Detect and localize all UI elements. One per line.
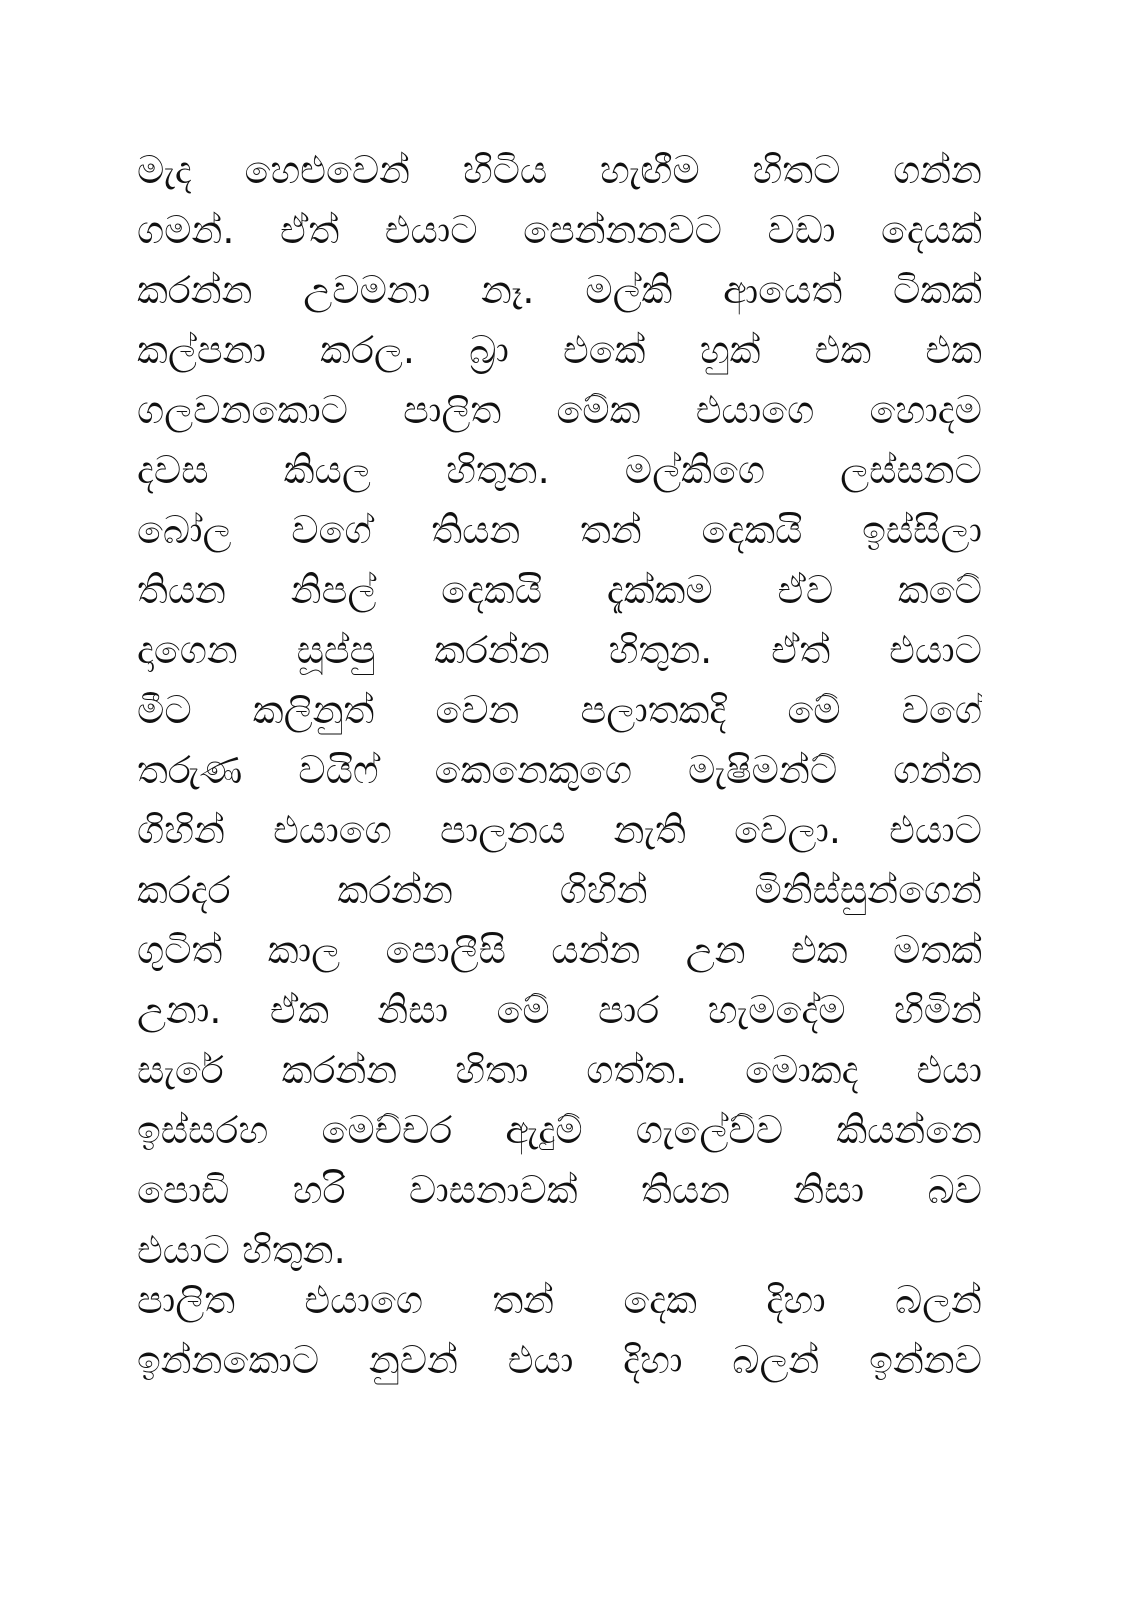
text-line: එයාට හිතුන. (137, 1228, 346, 1272)
text-line: මැද හෙළුවෙන් හිටිය හැඟීම හිතට ගන්න (137, 148, 982, 192)
text-line: ඉස්සරහ මෙච්චර ඇදුම් ගැලේව්ව කියන්නෙ (137, 1108, 982, 1152)
paragraph-2 (137, 1270, 982, 1390)
text-line: කරන්න උවමනා නෑ. මල්කි ආයෙත් ටිකක් (137, 268, 982, 312)
text-line: පොඩි හරි වාසනාවක් තියන නිසා බව (137, 1168, 982, 1212)
text-line: දාගෙන සූප්පු කරන්න හිතුන. ඒත් එයාට (137, 628, 982, 672)
text-line: සැරේ කරන්න හිතා ගත්ත. මොකද එයා (137, 1048, 982, 1092)
text-line: දවස කියල හිතුන. මල්කිගෙ ලස්සනට (137, 448, 982, 492)
text-line: ගමන්. ඒත් එයාට පෙන්නනවට වඩා දෙයක් (137, 208, 982, 252)
text-line: පාලිත එයාගෙ තන් දෙක දිහා බලන් (137, 1278, 982, 1322)
text-line: ඉන්නකොට නුවන් එයා දිහා බලන් ඉන්නව (137, 1338, 982, 1382)
text-line: බෝල වගේ තියන තන් දෙකයි ඉස්සිලා (137, 508, 982, 552)
text-line: කරදර කරන්න ගිහින් මිනිස්සුන්ගෙන් (137, 868, 982, 912)
paragraph-1 (137, 140, 982, 1280)
text-line: උනා. ඒක නිසා මේ පාර හැමදේම හිමින් (137, 988, 982, 1032)
text-line: තරුණ වයිෆ් කෙනෙකුගෙ මැෂිමන්ට් ගන්න (137, 748, 982, 792)
text-line: මීට කලිනුත් වෙන පලාතකදි මේ වගේ (137, 688, 982, 732)
text-line: කල්පනා කරල. බ්‍රා එකේ හුක් එක එක (137, 328, 982, 372)
text-line: ගලවනකොට පාලිත මේක එයාගෙ හොදම (137, 388, 982, 432)
text-line: ගිහින් එයාගෙ පාලනය නැති වෙලා. එයාට (137, 808, 982, 852)
text-line: තියන නිපල් දෙකයි දැක්කම ඒව කටේ (137, 568, 982, 612)
text-line: ගුටිත් කාල පොලීසි යන්න උන එක මතක් (137, 928, 982, 972)
